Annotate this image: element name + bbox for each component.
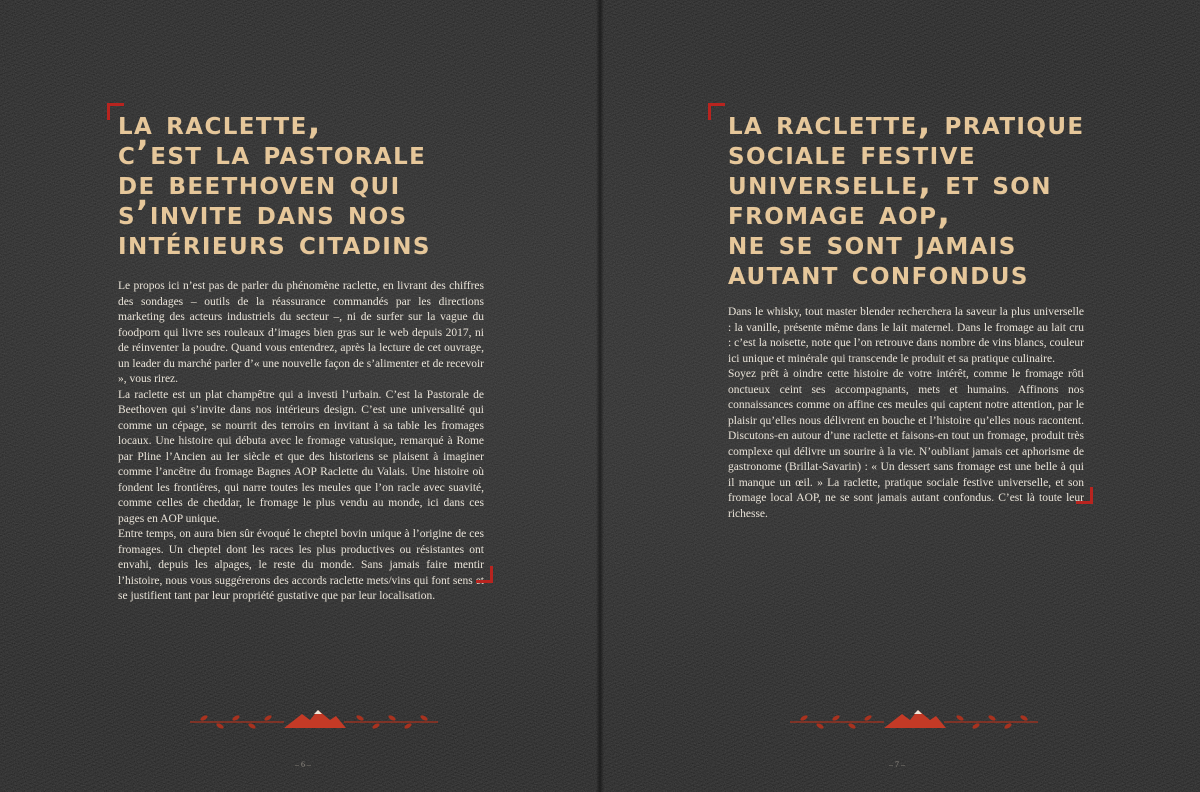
left-paragraph: Le propos ici n’est pas de parler du phénomène raclette, en livrant des chiffres des sondages – outils de la réassurance commandés par les directions marketing des acteurs industriels du secteur –, ni de surfer sur la vague du foodporn qui livre ses rouleaux d’images bien gras sur le web depuis 2017, ni de réinventer la poudre. Quand vous entendrez, après la lecture de cet ouvrage, un leader du marché parler d’« une nouvelle façon de s’alimenter et de recevoir », vous rirez. xyxy=(118,280,484,385)
right-page-body xyxy=(728,305,1084,522)
mountain-laurel-icon xyxy=(184,708,444,730)
left-title-line: de beethoven qui xyxy=(118,163,401,202)
right-page-title xyxy=(728,103,1085,292)
right-body-corner-bracket xyxy=(1076,487,1093,504)
left-page-title xyxy=(118,103,431,262)
right-title-line: la raclette, pratique xyxy=(728,103,1085,142)
right-title-line: fromage aop, xyxy=(728,193,952,232)
left-title-line: la raclette, xyxy=(118,103,322,142)
left-paragraph: Entre temps, on aura bien sûr évoqué le cheptel bovin unique à l’origine de ces fromages. Un cheptel dont les races les plus productives ou résistantes ont envahi, depuis les alpages, le reste du monde. Sans jamais faire mentir l’histoire, nous vous suggérerons des accords raclette mets/vins qui font sens et se justifient tant par leur propriété gustative que par leur localisation. xyxy=(118,528,484,602)
right-title-line: ne se sont jamais xyxy=(728,223,1017,262)
right-paragraph: Dans le whisky, tout master blender recherchera la saveur la plus universelle : la vanille, présente même dans le lait maternel. Dans le fromage au lait cru : c’est la noisette, note que l’on retrouve dans nombre de vins blancs, couleur ici unique et minérale qui transcende le produit et sa pratique culinaire. xyxy=(728,306,1084,365)
right-paragraph: Soyez prêt à oindre cette histoire de votre intérêt, comme le fromage rôti onctueux ceint ses accompagnants, mets et humains. Affinons nos connaissances comme on affine ces meules qui captent notre attention, par le plaisir qu’elles nous délivrent en bouche et l’histoire qu’elles nous racontent. Discutons-en autour d’une raclette et faisons-en tout un fromage, produit très complexe qui délivre un sourire à la vie. N’oubliant jamais cet aphorisme de gastronome (Brillat-Savarin) : « Un dessert sans fromage est une belle à qui il manque un œil. » La raclette, pratique sociale festive universelle, et son fromage local AOP, ne se sont jamais autant confondus. C’est là toute leur richesse. xyxy=(728,368,1084,520)
right-heading-corner-bracket xyxy=(708,103,725,120)
page-gutter xyxy=(596,0,604,792)
page-number-left: – 6 – xyxy=(295,760,311,769)
mountain-laurel-icon xyxy=(784,708,1044,730)
page-number-right: – 7 – xyxy=(889,760,905,769)
right-title-line: autant confondus xyxy=(728,253,1029,292)
right-title-line: universelle, et son xyxy=(728,163,1052,202)
left-title-line: s’invite dans nos xyxy=(118,193,408,232)
left-title-line: c’est la pastorale xyxy=(118,133,427,172)
left-title-line: intérieurs citadins xyxy=(118,223,431,262)
right-title-line: sociale festive xyxy=(728,133,976,172)
left-body-corner-bracket xyxy=(476,566,493,583)
left-paragraph: La raclette est un plat champêtre qui a investi l’urbain. C’est la Pastorale de Beethoven qui s’invite dans nos intérieurs design. C’est une universalité qui comme un cépage, se nourrit des terroirs en invitant à sa table les fromages locaux. Une histoire qui débuta avec le fromage vatusique, remarqué à Rome par Pline l’Ancien au Ier siècle et que des historiens se plaisent à imaginer comme l’ancêtre du fromage Bagnes AOP Raclette du Valais. Une histoire où fondent les frontières, qui narre toutes les meules que l’on racle avec suavité, comme celles de cheddar, le fromage le plus vendu au monde, ici dans ces pages en AOP unique. xyxy=(118,388,484,525)
left-page-body xyxy=(118,279,484,605)
